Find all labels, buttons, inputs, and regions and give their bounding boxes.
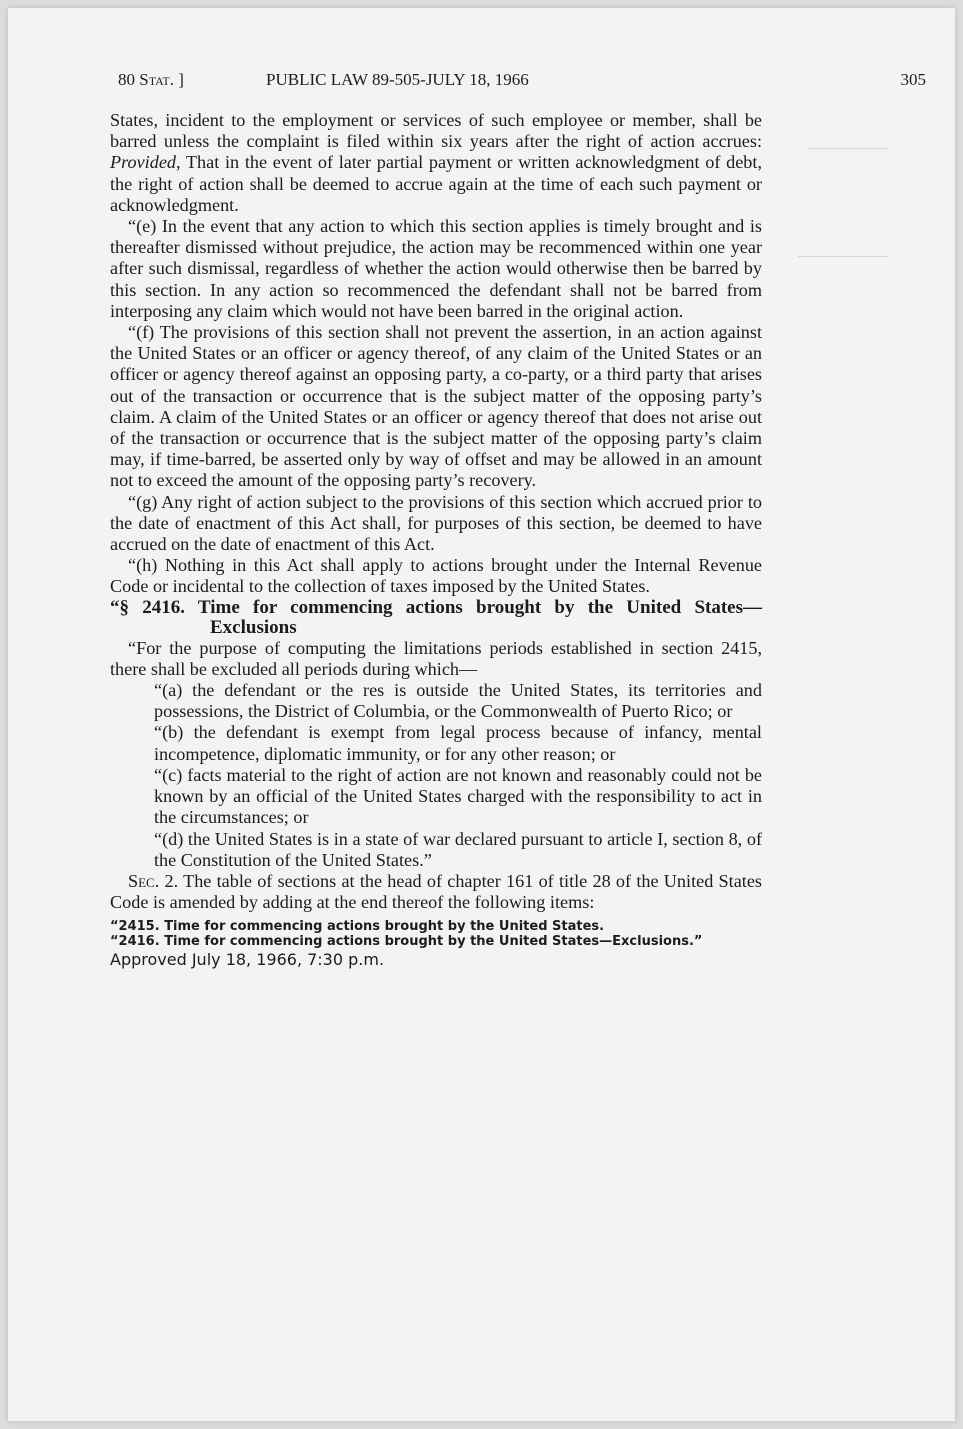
subsection-f: “(f) The provisions of this section shall not prevent the assertion, in an action against the United States or an officer or agency thereof, of any claim of the United States or an officer or agency thereof against an opposing party, a co-party, or a third party that arises out of the transaction or occurrence that is the subject matter of the opposing party’s claim. A claim of the United States or an officer or agency thereof that does not arise out of the transaction or occurrence that is the subject matter of the opposing party’s claim may, if time-barred, be asserted only by way of offset and may be allowed in an amount not to exceed the amount of the opposing party’s recovery. bbox=[110, 322, 762, 491]
statute-reference: 80 Stat. ] bbox=[118, 70, 184, 89]
bleed-through-margin-note bbox=[808, 148, 888, 175]
exclusion-list bbox=[110, 680, 762, 871]
document-page bbox=[8, 8, 955, 1421]
section-2-paragraph: Sec. 2. The table of sections at the head of chapter 161 of title 28 of the United States Code is amended by adding at the end thereof the following items: bbox=[110, 870, 762, 913]
section-2416-heading: “§ 2416. Time for commencing actions brought by the United States—Exclusions bbox=[110, 596, 762, 638]
approval-line: Approved July 18, 1966, 7:30 p.m. bbox=[110, 950, 385, 970]
provided-italic: Provided bbox=[110, 152, 176, 173]
exclusion-item-b: “(b) the defendant is exempt from legal process because of infancy, mental incompetence, diplomatic immunity, or for any other reason; or bbox=[154, 722, 762, 764]
exclusion-item-d: “(d) the United States is in a state of war declared pursuant to article I, section 8, of the Constitution of the United States.” bbox=[154, 828, 762, 870]
paragraph-continuation: States, incident to the employment or services of such employee or member, shall be barred unless the complaint is filed within six years after the right of action accrues: Provided, That in the event of later partial payment or written acknowledgment of debt, the right of action shall be deemed to accrue again at the time of each such payment or acknowledgment. bbox=[110, 110, 762, 215]
section-2-label: Sec. 2. bbox=[128, 870, 179, 891]
subsection-h: “(h) Nothing in this Act shall apply to actions brought under the Internal Revenue Code or incidental to the collection of taxes imposed by the United States. bbox=[110, 555, 762, 597]
exclusion-item-c: “(c) facts material to the right of action are not known and reasonably could not be known by an official of the United States charged with the responsibility to act in the circumstances; or bbox=[154, 764, 762, 828]
exclusion-item-a: “(a) the defendant or the res is outside the United States, its territories and possessions, the District of Columbia, or the Commonwealth of Puerto Rico; or bbox=[154, 680, 762, 722]
running-header bbox=[118, 70, 926, 94]
running-title: PUBLIC LAW 89-505-JULY 18, 1966 bbox=[266, 70, 529, 89]
page-number: 305 bbox=[900, 70, 926, 89]
toc-item-2416: “2416. Time for commencing actions brought by the United States—Exclusions.” bbox=[110, 934, 703, 950]
toc-item-2415: “2415. Time for commencing actions brought by the United States. bbox=[110, 919, 605, 935]
subsection-g: “(g) Any right of action subject to the provisions of this section which accrued prior to the date of enactment of this Act shall, for purposes of this section, be deemed to have accrued on the date of enactment of this Act. bbox=[110, 491, 762, 555]
body-text bbox=[110, 110, 762, 971]
table-of-sections-items bbox=[110, 919, 762, 949]
section-2416-intro: “For the purpose of computing the limitations periods established in section 2415, there shall be excluded all periods during which— bbox=[110, 637, 762, 679]
bleed-through-margin-note bbox=[798, 256, 888, 307]
subsection-e: “(e) In the event that any action to which this section applies is timely brought and is thereafter dismissed without prejudice, the action may be recommenced within one year after such dismissal, regardless of whether the action would otherwise then be barred by this section. In any action so recommenced the defendant shall not be barred from interposing any claim which would not have been barred in the original action. bbox=[110, 216, 762, 321]
